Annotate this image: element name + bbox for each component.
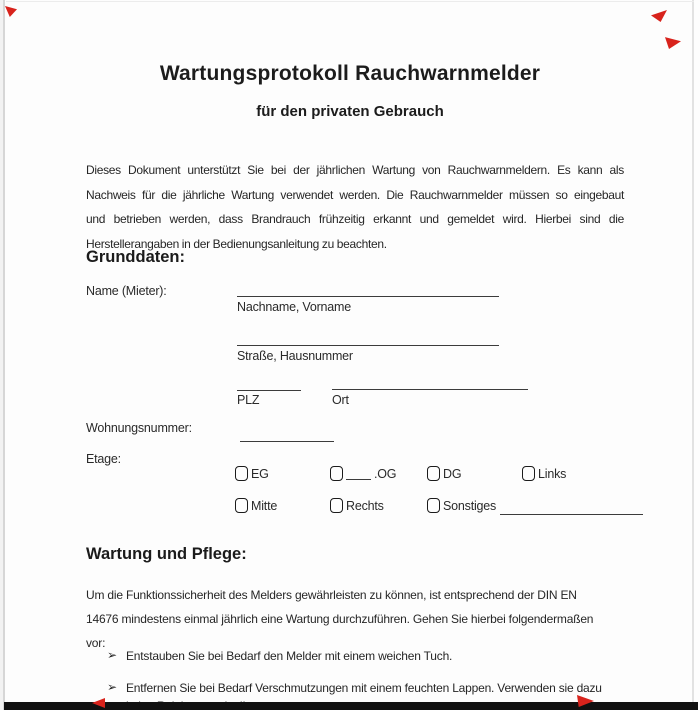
checkbox-sonstiges[interactable]: [427, 498, 440, 513]
checkbox-eg-label: EG: [251, 467, 269, 481]
intro-line: Herstellerangaben in der Bedienungsanleitung zu beachten.: [86, 236, 387, 251]
og-blank-line[interactable]: [346, 479, 371, 480]
intro-line: Dieses Dokument unterstützt Sie bei der jährlichen Wartung von Rauchwarnmeldern. Es kann als: [86, 163, 624, 177]
bullet-arrow-icon: ➢: [107, 648, 118, 662]
intro-line: Nachweis für die jährliche Wartung verwendet werden. Die Rauchwarnmelder müssen so eingebaut: [86, 187, 624, 202]
wartung-line: 14676 mindestens einmal jährlich eine Wartung durchzuführen. Gehen Sie hierbei folgendermaßen: [86, 612, 594, 626]
bullet-item: Entstauben Sie bei Bedarf den Melder mit einem weichen Tuch.: [126, 649, 453, 663]
bullet-item-line: Entfernen Sie bei Bedarf Verschmutzungen mit einem feuchten Lappen. Verwenden sie dazu: [126, 681, 602, 695]
checkbox-dg[interactable]: [427, 466, 440, 481]
plz-fill-line[interactable]: [237, 390, 301, 391]
intro-paragraph: [86, 158, 624, 256]
red-scan-mark: [665, 35, 681, 49]
name-caption: Nachname, Vorname: [237, 300, 352, 314]
red-scan-mark: [5, 6, 17, 17]
bullet-arrow-icon: ➢: [107, 680, 118, 694]
checkbox-links[interactable]: [522, 466, 535, 481]
intro-line: und betrieben werden, dass Brandrauch frühzeitig erkannt und gemeldet wird. Hierbei sind die: [86, 212, 624, 226]
grunddaten-heading: Grunddaten:: [86, 248, 185, 266]
name-mieter-label: Name (Mieter):: [86, 284, 167, 298]
ort-fill-line[interactable]: [332, 389, 528, 390]
page-top-edge-line: [6, 1, 694, 2]
wartung-heading: Wartung und Pflege:: [86, 545, 247, 563]
wohnungsnummer-label: Wohnungsnummer:: [86, 421, 192, 435]
checkbox-mitte[interactable]: [235, 498, 248, 513]
etage-label: Etage:: [86, 452, 121, 466]
ort-caption: Ort: [332, 393, 349, 407]
checkbox-og[interactable]: [330, 466, 343, 481]
checkbox-mitte-label: Mitte: [251, 499, 278, 513]
document-subtitle: für den privaten Gebrauch: [256, 103, 444, 120]
street-fill-line[interactable]: [237, 345, 499, 346]
street-caption: Straße, Hausnummer: [237, 349, 353, 363]
checkbox-links-label: Links: [538, 467, 567, 481]
wartung-paragraph: [86, 583, 658, 655]
wartung-line: vor:: [86, 636, 106, 650]
sonstiges-fill-line[interactable]: [500, 514, 643, 515]
checkbox-rechts-label: Rechts: [346, 499, 384, 513]
red-scan-mark: [651, 10, 667, 22]
wartung-line: Um die Funktionssicherheit des Melders gewährleisten zu können, ist entsprechend der DIN EN: [86, 588, 577, 602]
checkbox-sonstiges-label: Sonstiges: [443, 499, 497, 513]
checkbox-eg[interactable]: [235, 466, 248, 481]
document-title: Wartungsprotokoll Rauchwarnmelder: [159, 62, 541, 85]
checkbox-dg-label: DG: [443, 467, 462, 481]
plz-caption: PLZ: [237, 393, 260, 407]
name-fill-line[interactable]: [237, 296, 499, 297]
wohnungsnummer-fill-line[interactable]: [240, 441, 334, 442]
bottom-black-bar: [4, 702, 698, 710]
checkbox-rechts[interactable]: [330, 498, 343, 513]
checkbox-og-label: .OG: [374, 467, 397, 481]
